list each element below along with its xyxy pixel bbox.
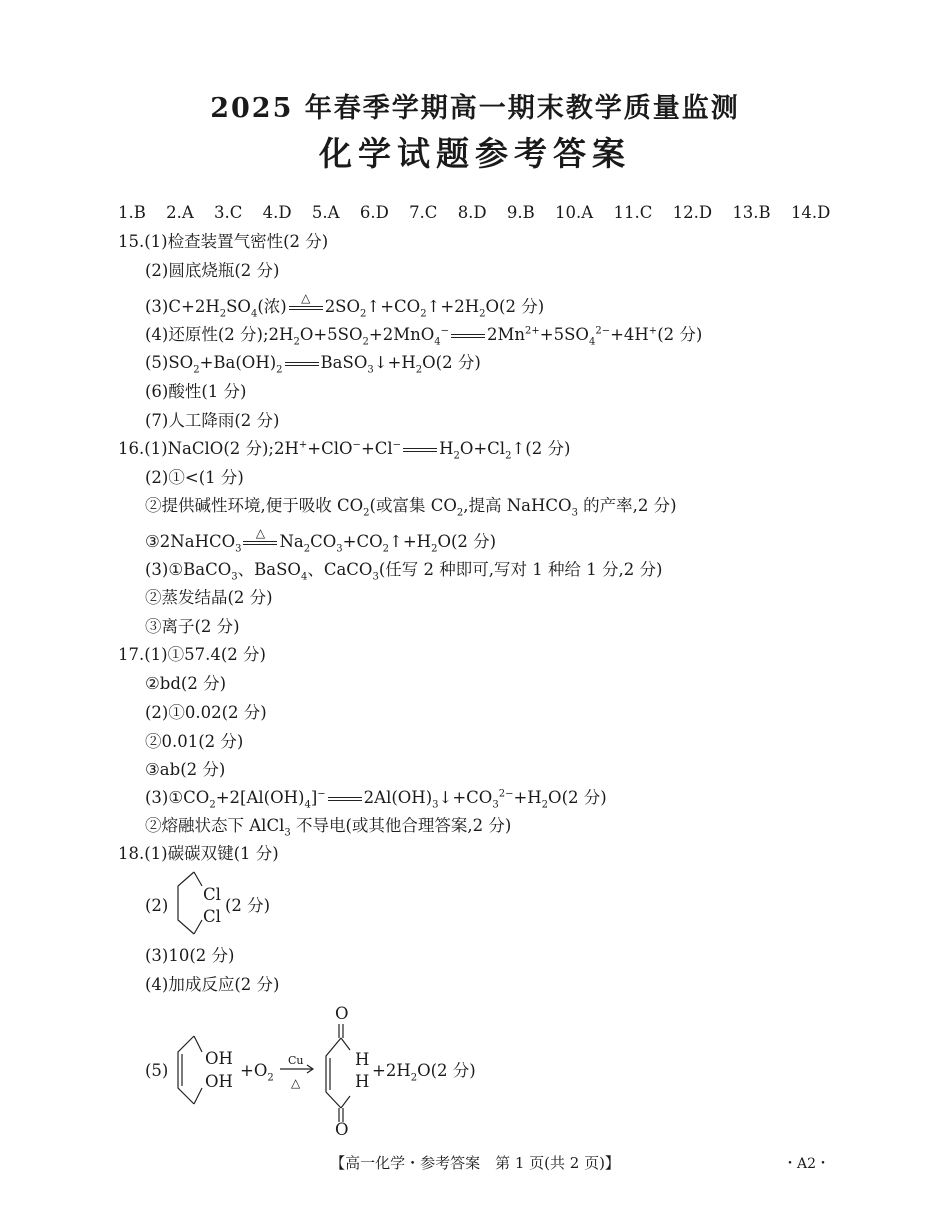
mcq-answer: 11.C <box>613 203 653 222</box>
q18-line-5-label: (5) <box>145 1061 169 1080</box>
q18-line-2-label: (2) <box>145 896 169 915</box>
mcq-answer: 8.D <box>457 203 487 222</box>
q16-line-7: ③离子(2 分) <box>145 617 240 636</box>
dichlorocyclohexane-structure <box>168 868 208 940</box>
q15-line-2: (2)圆底烧瓶(2 分) <box>145 261 280 280</box>
hydroxyl-label-1: OH <box>205 1049 233 1068</box>
mcq-answer: 5.A <box>311 203 340 222</box>
mcq-answer: 9.B <box>506 203 535 222</box>
chlorine-label-2: Cl <box>203 907 221 926</box>
carbonyl-oxygen-top: O <box>335 1004 349 1023</box>
dialdehyde-structure <box>318 1022 358 1124</box>
q17-line-3: (2)①0.02(2 分) <box>145 703 267 722</box>
heat-condition: △ <box>291 1076 301 1090</box>
q15-line-6: (6)酸性(1 分) <box>145 382 247 401</box>
q18-line-3: (3)10(2 分) <box>145 946 235 965</box>
aldehyde-hydrogen-1: H <box>355 1050 370 1069</box>
q15-line-4: (4)还原性(2 分)$;2H_2O+5SO_2+2MnO_4^-$ $2Mn^{2+}+5SO_4^{2-}+4H^+(2$ 分) <box>145 325 703 348</box>
mcq-answer: 13.B <box>732 203 771 222</box>
q15-line-5: $(5)SO_2+Ba(OH)_2$ $BaSO_3↓+H_2O(2$ 分) <box>145 353 481 376</box>
page-footer: 【高一化学・参考答案 第 1 页(共 2 页)】 <box>330 1154 620 1172</box>
q16-line-5: (3)①BaCO$_3$、BaSO$_4$、CaCO$_3$(任写 2 种即可,写对 1 种给 1 分,2 分) <box>145 560 663 583</box>
page-title: 2025 年春季学期高一期末教学质量监测 <box>210 93 740 124</box>
q18-line-4: (4)加成反应(2 分) <box>145 975 280 994</box>
mcq-answer: 2.A <box>166 203 194 222</box>
q16-line-1: 16.(1)NaClO(2 分);2H++ClO−+Cl− $H_2O+Cl_2↑(2$ 分) <box>118 439 571 462</box>
equals-sign <box>328 792 362 806</box>
q17-line-4: ②0.01(2 分) <box>145 732 244 751</box>
page-subtitle: 化学试题参考答案 <box>319 134 631 173</box>
q15-line-3: $(3)C+2H_2SO_4$(浓) △ $2SO_2↑+CO_2↑+2H_2O(2$ 分) <box>145 290 545 320</box>
mcq-answer: 7.C <box>409 203 438 222</box>
equals-sign <box>451 329 485 343</box>
page-code: ・A2・ <box>782 1156 830 1172</box>
carbonyl-oxygen-bottom: O <box>335 1120 349 1139</box>
q16-line-3: ②提供碱性环境,便于吸收 $CO_2$(或富集 $CO_2$,提高 NaHCO$_3$ 的产率,2 分) <box>145 496 677 519</box>
diol-structure <box>168 1032 208 1108</box>
mcq-answer: 1.B <box>118 203 146 222</box>
mcq-answer: 4.D <box>262 203 292 222</box>
q17-line-6: $(3)①CO_2+2[Al(OH)_4]^-$ $2Al(OH)_3↓+CO_3^{2-}+H_2O(2$ 分) <box>145 788 607 811</box>
equals-sign <box>403 443 437 457</box>
mcq-answer: 14.D <box>790 203 831 222</box>
q15-line-1: 15.(1)检查装置气密性(2 分) <box>118 232 329 251</box>
q17-line-7: ②熔融状态下 AlCl$_3$ 不导电(或其他合理答案,2 分) <box>145 816 512 839</box>
q17-line-2: ②bd(2 分) <box>145 674 227 693</box>
q17-line-1: 17.(1)①57.4(2 分) <box>118 645 266 664</box>
q18-line-1: 18.(1)碳碳双键(1 分) <box>118 844 279 863</box>
q17-line-5: ③ab(2 分) <box>145 760 226 779</box>
aldehyde-hydrogen-2: H <box>355 1072 370 1091</box>
q16-line-4: ③2NaHCO$_3$ △ $Na_2CO_3+CO_2↑+H_2O(2$ 分) <box>145 525 497 555</box>
mcq-answers <box>118 202 845 224</box>
mcq-answer: 6.D <box>359 203 389 222</box>
mcq-answer: 12.D <box>672 203 713 222</box>
water-product: $+2H_2O(2$ 分) <box>372 1061 476 1084</box>
copper-catalyst: Cu <box>288 1054 304 1067</box>
mcq-answer: 10.A <box>555 203 594 222</box>
q18-line-2-score: (2 分) <box>225 896 271 915</box>
hydroxyl-label-2: OH <box>205 1072 233 1091</box>
heat-equals-sign: △ <box>243 536 277 550</box>
mcq-answer: 3.C <box>214 203 243 222</box>
chlorine-label-1: Cl <box>203 885 221 904</box>
q16-line-6: ②蒸发结晶(2 分) <box>145 588 273 607</box>
equals-sign <box>285 357 319 371</box>
q15-line-7: (7)人工降雨(2 分) <box>145 411 280 430</box>
heat-equals-sign: △ <box>289 301 323 315</box>
oxygen-reactant: $+O_2$ <box>240 1061 274 1084</box>
q16-line-2: (2)①<(1 分) <box>145 468 244 487</box>
